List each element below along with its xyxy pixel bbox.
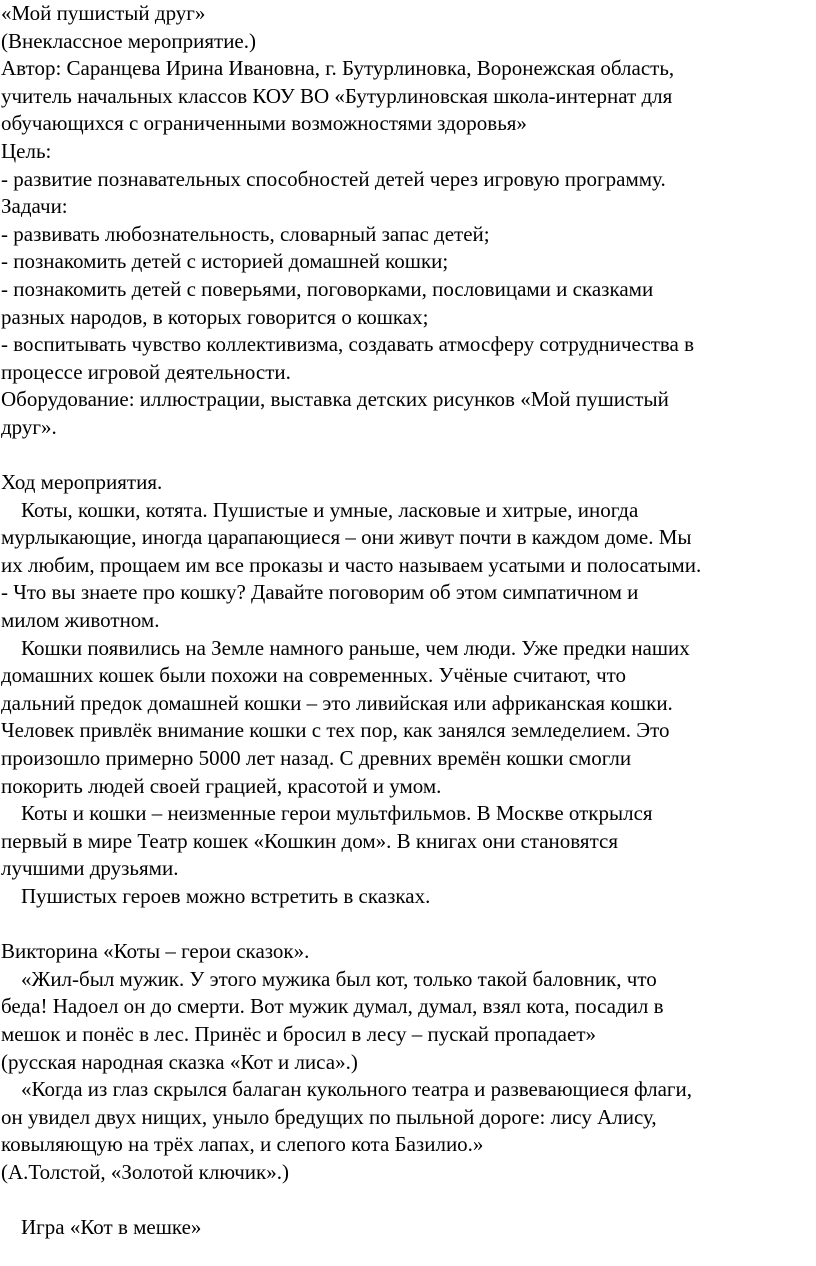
- quote-line: он увидел двух нищих, уныло бредущих по пыльной дороге: лису Алису,: [1, 1104, 657, 1129]
- task-line: - познакомить детей с историей домашней кошки;: [1, 249, 449, 274]
- task-line: разных народов, в которых говорится о кошках;: [1, 304, 429, 329]
- goal-heading: Цель:: [1, 138, 52, 163]
- paragraph-line: произошло примерно 5000 лет назад. С древних времён кошки смогли: [1, 746, 632, 771]
- game-heading: Игра «Кот в мешке»: [21, 1215, 202, 1240]
- author-line: обучающихся с ограниченными возможностями здоровья»: [1, 111, 527, 136]
- paragraph-line: мурлыкающие, иногда царапающиеся – они живут почти в каждом доме. Мы: [1, 525, 692, 550]
- author-line: учитель начальных классов КОУ ВО «Бутурлиновская школа-интернат для: [1, 83, 673, 108]
- quote-line: «Когда из глаз скрылся балаган кукольного театра и развевающиеся флаги,: [21, 1077, 692, 1102]
- goal-item: - развитие познавательных способностей детей через игровую программу.: [1, 166, 666, 191]
- equipment-line: Оборудование: иллюстрации, выставка детских рисунков «Мой пушистый: [1, 387, 669, 412]
- question-line: - Что вы знаете про кошку? Давайте поговорим об этом симпатичном и: [1, 580, 639, 605]
- quote-line: беда! Надоел он до смерти. Вот мужик думал, думал, взял кота, посадил в: [1, 994, 664, 1019]
- blank-line: [1, 911, 814, 939]
- task-line: - развивать любознательность, словарный запас детей;: [1, 221, 490, 246]
- document-title: «Мой пушистый друг»: [1, 1, 206, 25]
- quote-source: (А.Толстой, «Золотой ключик».): [1, 1159, 289, 1184]
- document-subtitle: (Внеклассное мероприятие.): [1, 28, 256, 53]
- paragraph-line: Кошки появились на Земле намного раньше, чем люди. Уже предки наших: [21, 635, 690, 660]
- question-line: милом животном.: [1, 608, 160, 633]
- paragraph-line: Коты и кошки – неизменные герои мультфильмов. В Москве открылся: [21, 801, 653, 826]
- author-line: Автор: Саранцева Ирина Ивановна, г. Бутурлиновка, Воронежская область,: [1, 56, 675, 81]
- paragraph-line: первый в мире Театр кошек «Кошкин дом». В книгах они становятся: [1, 828, 618, 853]
- quote-source: (русская народная сказка «Кот и лиса».): [1, 1049, 358, 1074]
- task-line: - познакомить детей с поверьями, поговорками, пословицами и сказками: [1, 276, 654, 301]
- quote-line: ковыляющую на трёх лапах, и слепого кота Базилио.»: [1, 1132, 484, 1157]
- tasks-heading: Задачи:: [1, 194, 68, 219]
- blank-line: [1, 1187, 814, 1215]
- task-line: процессе игровой деятельности.: [1, 359, 291, 384]
- quote-line: мешок и понёс в лес. Принёс и бросил в лесу – пускай пропадает»: [1, 1021, 597, 1046]
- course-heading: Ход мероприятия.: [1, 470, 163, 495]
- paragraph-line: лучшими друзьями.: [1, 856, 179, 881]
- task-line: - воспитывать чувство коллективизма, создавать атмосферу сотрудничества в: [1, 332, 694, 357]
- paragraph-line: их любим, прощаем им все проказы и часто называем усатыми и полосатыми.: [1, 552, 702, 577]
- paragraph-line: покорить людей своей грацией, красотой и умом.: [1, 773, 442, 798]
- equipment-line: друг».: [1, 414, 57, 439]
- paragraph-line: дальний предок домашней кошки – это ливийская или африканская кошки.: [1, 690, 673, 715]
- quote-line: «Жил-был мужик. У этого мужика был кот, только такой баловник, что: [21, 966, 657, 991]
- paragraph-line: домашних кошек были похожи на современных. Учёные считают, что: [1, 663, 627, 688]
- quiz-heading: Викторина «Коты – герои сказок».: [1, 939, 310, 964]
- paragraph-line: Коты, кошки, котята. Пушистые и умные, ласковые и хитрые, иногда: [21, 497, 639, 522]
- paragraph-line: Пушистых героев можно встретить в сказках.: [21, 884, 431, 908]
- blank-line: [1, 442, 814, 470]
- paragraph-line: Человек привлёк внимание кошки с тех пор, как занялся земледелием. Это: [1, 718, 670, 743]
